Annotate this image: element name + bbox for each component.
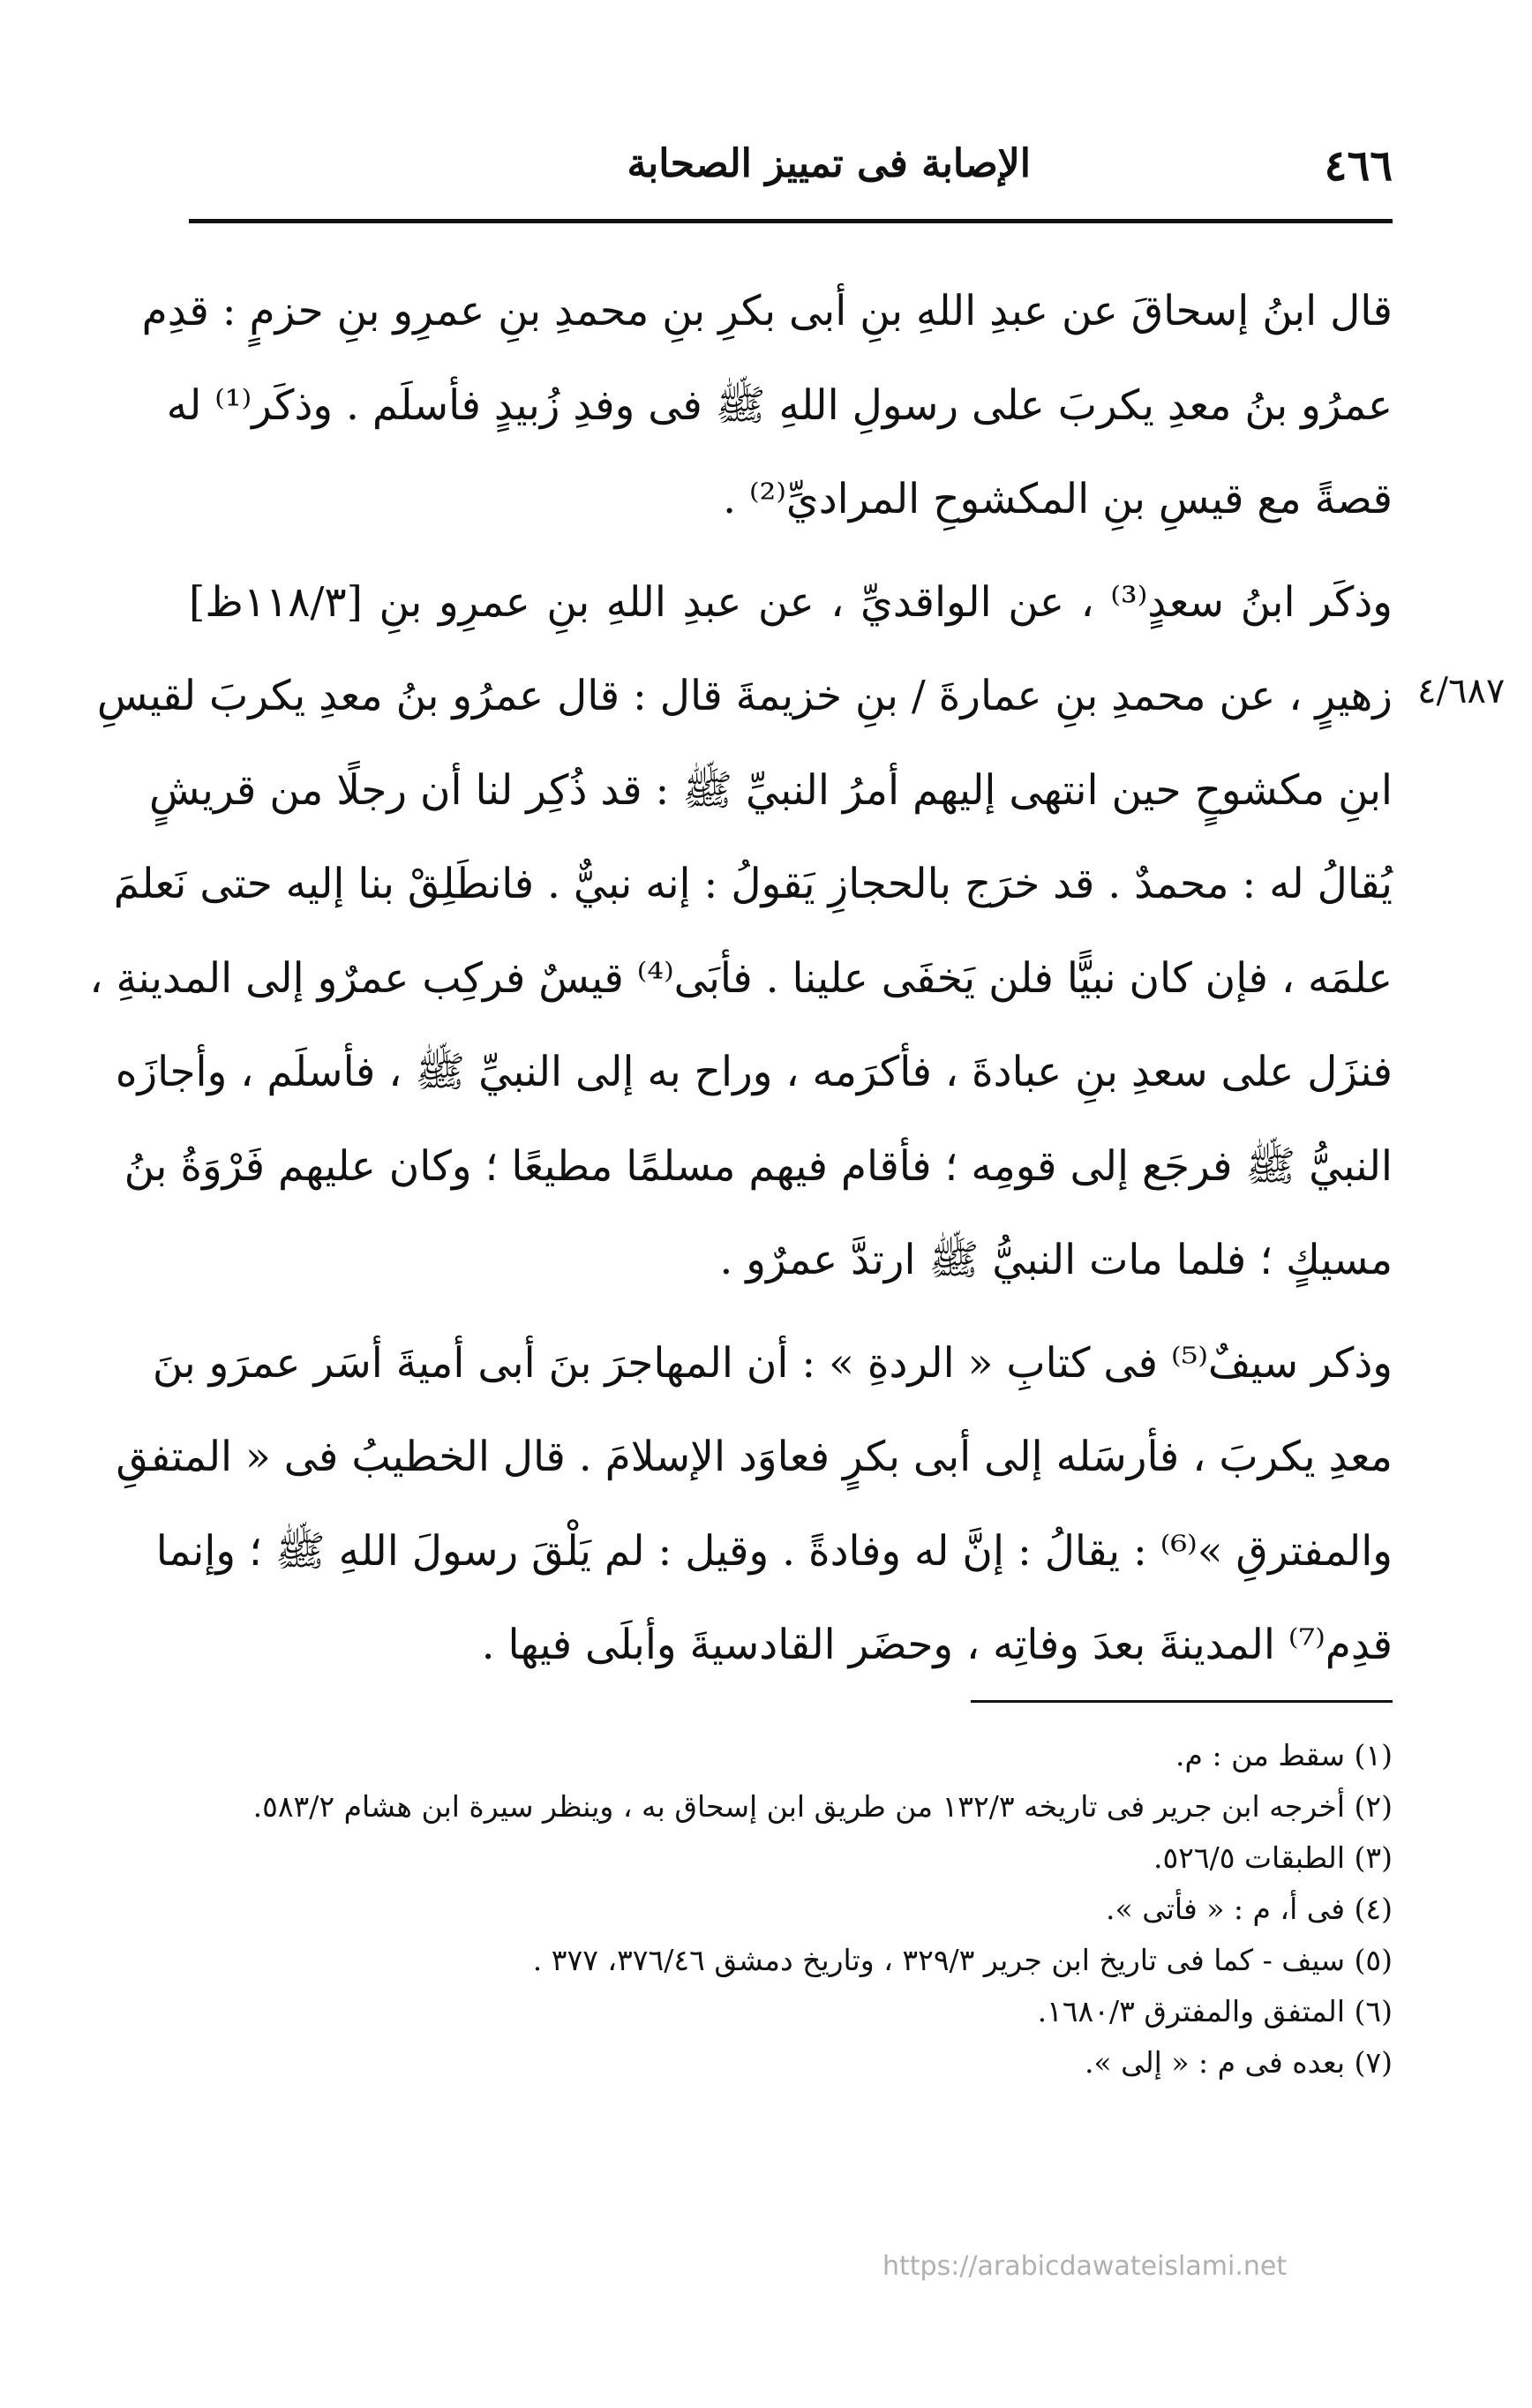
running-title: الإصابة فى تمييز الصحابة <box>627 141 1031 186</box>
text-line: علمَه ، فإن كان نبيًّا فلن يَخفَى علينا . فأبَى⁽⁴⁾ قيسٌ فركِب عمرٌو إلى المدينةِ ، <box>89 953 1393 1003</box>
text-line: قال ابنُ إسحاقَ عن عبدِ اللهِ بنِ أبى بكرِ بنِ محمدِ بنِ عمرِو بنِ حزمٍ : قدِم <box>141 287 1393 335</box>
paragraph-3 <box>116 1317 1393 1693</box>
text-line: فنزَل على سعدِ بنِ عبادةَ ، فأكرَمه ، وراح به إلى النبيِّ ﷺ ، فأسلَم ، وأجازَه <box>115 1048 1393 1096</box>
footnote: (١) سقط من : م. <box>1175 1738 1393 1772</box>
paragraph-2 <box>89 556 1393 1308</box>
footnote: (٥) سيف - كما فى تاريخ ابن جرير ٣٢٩/٣ ، وتاريخ دمشق ٣٧٦/٤٦، ٣٧٧ . <box>532 1943 1393 1977</box>
footnote: (٢) أخرجه ابن جرير فى تاريخه ١٣٢/٣ من طريق ابن إسحاق به ، وينظر سيرة ابن هشام ٥٨٣/٢. <box>252 1789 1393 1824</box>
page-header <box>189 132 1393 203</box>
footnote: (٤) فى أ، م : « فأتى ». <box>1106 1892 1393 1926</box>
text-line: وذكر سيفٌ⁽⁵⁾ فى كتابِ « الردةِ » : أن المهاجرَ بنَ أبى أميةَ أسَر عمرَو بنَ <box>152 1338 1393 1388</box>
page-number: ٤٦٦ <box>1324 141 1393 191</box>
footnote: (٧) بعده فى م : « إلى ». <box>1084 2045 1393 2080</box>
main-text <box>89 265 1393 1693</box>
text-line: والمفترقِ »⁽⁶⁾ : يقالُ : إنَّ له وفادةً . وقيل : لم يَلْقَ رسولَ اللهِ ﷺ ؛ وإنما <box>155 1526 1393 1576</box>
footnote: (٣) الطبقات ٥٢٦/٥. <box>1153 1840 1393 1875</box>
text-line: ابنِ مكشوحٍ حين انتهى إليهم أمرُ النبيِّ ﷺ : قد ذُكِر لنا أن رجلًا من قريشٍ <box>149 765 1393 815</box>
paragraph-1 <box>141 265 1393 547</box>
text-line: عمرُو بنُ معدِ يكربَ على رسولِ اللهِ ﷺ فى وفدِ زُبيدٍ فأسلَم . وذكَر⁽¹⁾ له <box>166 380 1393 430</box>
text-line: مسيكٍ ؛ فلما مات النبيُّ ﷺ ارتدَّ عمرٌو . <box>719 1236 1393 1284</box>
header-rule <box>189 219 1393 223</box>
footnotes <box>189 1730 1393 2088</box>
text-line: معدِ يكربَ ، فأرسَله إلى أبى بكرٍ فعاوَد الإسلامَ . قال الخطيبُ فى « المتفقِ <box>116 1433 1393 1481</box>
footnote: (٦) المتفق والمفترق ١٦٨٠/٣. <box>1037 1994 1393 2028</box>
text-line: قصةً مع قيسِ بنِ المكشوحِ المراديِّ⁽²⁾ . <box>723 475 1393 523</box>
watermark-url: https://arabicdawateislami.net <box>882 2251 1288 2282</box>
text-line: النبيُّ ﷺ فرجَع إلى قومِه ؛ فأقام فيهم مسلمًا مطيعًا ؛ وكان عليهم فَرْوَةُ بنُ <box>124 1141 1393 1191</box>
margin-reference: ٤/٦٨٧ <box>1417 671 1506 711</box>
text-line: زهيرٍ ، عن محمدِ بنِ عمارةَ / بنِ خزيمةَ قال : قال عمرُو بنُ معدِ يكربَ لقيسِ <box>96 672 1393 720</box>
text-line: وذكَر ابنُ سعدٍ⁽³⁾ ، عن الواقديِّ ، عن عبدِ اللهِ بنِ عمرِو بنِ [١١٨/٣ظ] <box>189 577 1393 627</box>
footnote-rule <box>971 1700 1393 1703</box>
text-line: قدِم⁽⁷⁾ المدينةَ بعدَ وفاتِه ، وحضَر القادسيةَ وأبلَى فيها . <box>481 1621 1393 1669</box>
text-line: يُقالُ له : محمدٌ . قد خرَج بالحجازِ يَقولُ : إنه نبيٌّ . فانطَلِقْ بنا إليه حتى نَعلمَ <box>113 860 1393 908</box>
